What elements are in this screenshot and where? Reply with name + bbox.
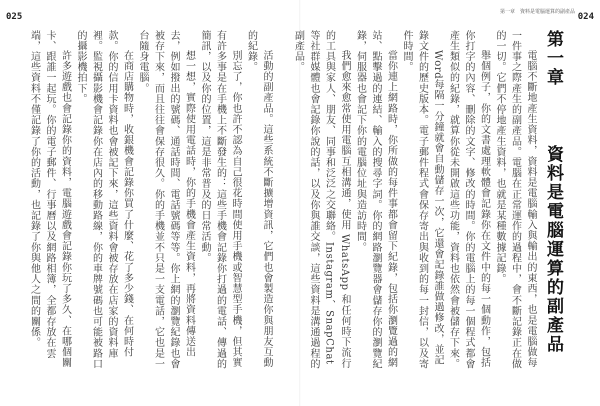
right-page-body: [292, 30, 538, 375]
paragraph: 別忘了，你也許不認為自己很花時間使用手機或智慧型手機，但其實有許多事是在手機上不斷發生的：這些手機會記錄你打過的電話、傳過的簡訊，以及你的位置，這是非常普及的日常活動。: [199, 30, 241, 370]
chapter-title: 資料是電腦運算的副產品: [543, 145, 563, 354]
chapter-label: 第一章: [543, 30, 563, 87]
running-head: 第一章 資料是電腦運算的副產品: [499, 9, 575, 15]
left-page-number: 025: [6, 12, 23, 22]
paragraph: 許多遊戲也會記錄你的資料，電腦遊戲會記錄你玩了多久、在哪個關卡、跟誰一起玩。你的電子郵件、行事曆以及網路相簿，全都存放在雲端，這些資料不僅記錄了你的活動，也記錄了你與他人之間的關係。: [28, 30, 71, 368]
paragraph: 電腦不斷地產生資料，資料是電腦輸入與輸出的東西，也是電腦做每一件事之際產生的副產品。電腦在正常運作的過程中，會不斷記錄正在做的一切。它們不停地產生資料，也就是某種數據記錄。: [494, 30, 536, 370]
paragraph: Word每隔一分鐘就會自動儲存一次，它還會記錄誰做過修改，並記錄文件的歷史版本。電子郵件程式會保存寄出與收到的每一封信，以及寄件時間。: [401, 30, 443, 370]
paragraph: 我們愈來愈常使用電腦互相溝通，使用 WhatsApp 和任何時下流行的工具與家人、朋友、同事和泛泛之交聯絡。Instagram、SnapChat 等社群媒體也會記錄你說的話，以及你與誰交談，這些資料是溝通過程的副產品。: [292, 30, 350, 370]
paragraph: 活動的副產品。這些系統不斷擴增資訊，它們也會製造你與朋友互動的紀錄。: [245, 30, 272, 368]
right-page-number: 024: [577, 12, 594, 22]
paragraph: 當你連上網路時，你所做的每件事都會留下紀錄，包括你瀏覽過的網站、點擊過的連結、輸入的搜尋字詞。你的網路瀏覽器會儲存你的瀏覽紀錄，伺服器也會記下你的電腦位址與造訪時間。: [354, 30, 397, 370]
paragraph: 舉個例子，你的文書處理軟體會記錄你在文件中的每一個動作，包括你打字的內容、刪除的文字、修改的時間。你的電腦上的每一個程式都會產生類似的紀錄，就算你從未開啟這些功能，資料也依然會被儲存下來。: [447, 30, 490, 370]
paragraph: 在商店購物時，收銀機會記錄你買了什麼、花了多少錢、在何時付款。你的信用卡資料也會被記下來，這些資料會被存放在店家的資料庫裡。監視攝影機會記錄你在店內的移動路線，你的車牌號碼也可能被路口的攝影機拍下。: [75, 30, 133, 370]
left-page-body: [17, 30, 274, 375]
paragraph: 想一想，實際使用電話時，你的手機會產生資料，再將資料傳送出去，例如撥出的號碼、通話時間、電話號碼等等。你上網的瀏覽紀錄也會被存下來，而且往往會保存很久。你的手機並不只是一支電話，它也是一台隨身電腦。: [137, 30, 195, 370]
